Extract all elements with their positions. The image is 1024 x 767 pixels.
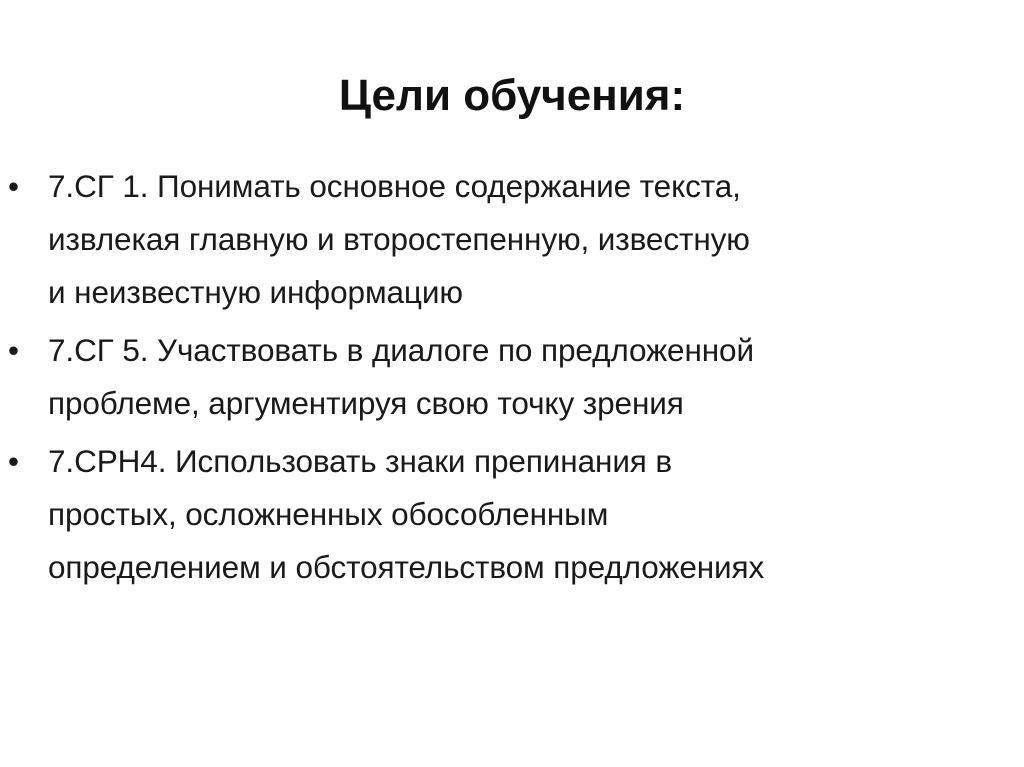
- bullet-icon: •: [8, 443, 19, 479]
- objective-item-2: [0, 324, 1024, 430]
- objective-line: извлекая главную и второстепенную, известную: [48, 221, 750, 257]
- objective-item-1: [0, 160, 1024, 319]
- objective-line: 7.СРН4. Использовать знаки препинания в: [48, 443, 673, 479]
- objective-line: 7.СГ 1. Понимать основное содержание текста,: [48, 168, 741, 204]
- slide-title: Цели обучения:: [338, 71, 686, 120]
- objective-line: 7.СГ 5. Участвовать в диалоге по предложенной: [48, 332, 754, 368]
- objective-line: определением и обстоятельством предложениях: [48, 549, 765, 585]
- objective-line: и неизвестную информацию: [48, 274, 463, 310]
- objective-line: простых, осложненных обособленным: [48, 496, 609, 532]
- objectives-list: [0, 160, 1024, 599]
- bullet-icon: •: [8, 332, 19, 368]
- bullet-icon: •: [8, 168, 19, 204]
- objective-line: проблеме, аргументируя свою точку зрения: [48, 385, 684, 421]
- objective-item-3: [0, 435, 1024, 594]
